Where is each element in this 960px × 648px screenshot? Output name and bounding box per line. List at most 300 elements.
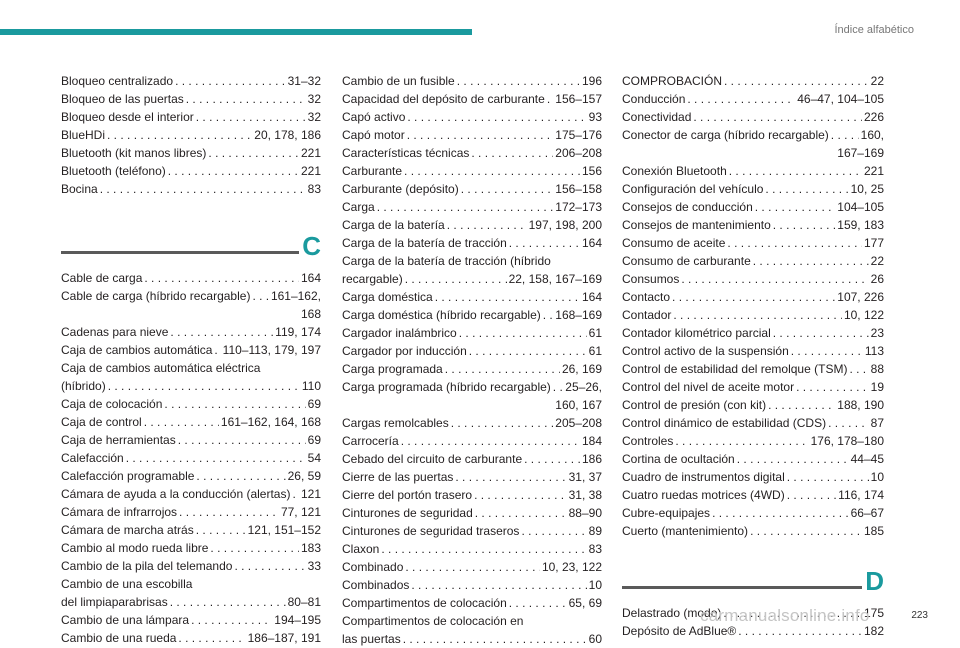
dot-leader [712, 504, 849, 522]
index-entry [342, 162, 602, 180]
entry-page-refs: 156–157 [555, 92, 602, 106]
entry-term: Cambio de la pila del telemando [61, 559, 233, 573]
entry-term: Cable de carga (híbrido recargable) [61, 289, 251, 303]
section-header-c [61, 229, 321, 269]
dot-leader [178, 629, 245, 647]
index-entry [342, 486, 602, 504]
entry-page-refs: 26, 169 [561, 362, 602, 376]
entry-term: Contador kilométrico parcial [622, 326, 771, 340]
index-entry [622, 486, 884, 504]
entry-page-refs: 113 [864, 344, 884, 358]
index-entry [622, 180, 884, 198]
section-letter: C [302, 231, 321, 261]
index-entry [622, 522, 884, 540]
dot-leader [435, 288, 580, 306]
index-entry [342, 126, 602, 144]
index-entry [622, 450, 884, 468]
index-entry [342, 144, 602, 162]
dot-leader [521, 522, 586, 540]
entry-term: Combinados [342, 578, 410, 592]
index-entry [342, 450, 602, 468]
dot-leader [178, 431, 306, 449]
entry-page-refs: 87 [870, 416, 884, 430]
entry-page-refs: 32 [307, 110, 321, 124]
entry-term: Cambio de una rueda [61, 631, 177, 645]
entry-page-refs: 26, 59 [287, 469, 321, 483]
entry-page-refs: 119, 174 [275, 325, 321, 339]
index-entry [61, 72, 321, 90]
dot-leader [451, 414, 554, 432]
index-entry [622, 288, 884, 306]
entry-page-refs: 19 [870, 380, 884, 394]
dot-leader [210, 539, 299, 557]
entry-page-refs: 186–187, 191 [247, 631, 321, 645]
entry-term-line: Carga de la batería de tracción (híbrido [342, 254, 551, 268]
entry-term: Consejos de conducción [622, 200, 753, 214]
entry-page-refs-cont: 160, 167 [555, 398, 602, 412]
entry-term: Calefacción [61, 451, 124, 465]
dot-leader [553, 378, 564, 396]
dot-leader [292, 485, 299, 503]
entry-term: las puertas [342, 632, 401, 646]
index-entry [622, 504, 884, 522]
dot-leader [234, 557, 305, 575]
entry-page-refs: 66–67 [850, 506, 884, 520]
dot-leader [524, 450, 580, 468]
dot-leader [724, 72, 869, 90]
dot-leader [457, 72, 580, 90]
dot-leader [170, 323, 273, 341]
entry-page-refs: 206–208 [555, 146, 602, 160]
index-entry [622, 270, 884, 288]
dot-leader [445, 360, 560, 378]
entry-term: Controles [622, 434, 674, 448]
entry-page-refs: 161–162, [270, 289, 321, 303]
index-entry [342, 216, 602, 234]
entry-page-refs: 10, 122 [843, 308, 884, 322]
entry-term: recargable) [342, 272, 403, 286]
entry-term: Carga doméstica [342, 290, 433, 304]
dot-leader [179, 503, 279, 521]
entry-term: Cargador inalámbrico [342, 326, 457, 340]
dot-leader [687, 90, 795, 108]
dot-leader [471, 144, 553, 162]
entry-page-refs: 77, 121 [280, 505, 321, 519]
dot-leader [401, 432, 580, 450]
entry-page-refs: 20, 178, 186 [254, 128, 321, 142]
entry-term: Cierre de las puertas [342, 470, 454, 484]
dot-leader [377, 198, 554, 216]
entry-term-line: Cambio de una escobilla [61, 577, 193, 591]
entry-page-refs: 31, 37 [568, 470, 602, 484]
index-entry [622, 360, 884, 378]
entry-page-refs: 60 [588, 632, 602, 646]
entry-term: Consejos de mantenimiento [622, 218, 771, 232]
index-entry [61, 323, 321, 341]
entry-term: Consumo de aceite [622, 236, 726, 250]
entry-page-refs: 176, 178–180 [810, 434, 884, 448]
entry-page-refs: 61 [588, 344, 602, 358]
dot-leader [787, 468, 869, 486]
entry-page-refs: 196 [581, 74, 602, 88]
index-entry [342, 414, 602, 432]
index-entry [61, 287, 321, 323]
dot-leader [753, 252, 869, 270]
entry-term: Carga doméstica (híbrido recargable) [342, 308, 541, 322]
entry-page-refs: 104–105 [837, 200, 884, 214]
index-entry [61, 144, 321, 162]
entry-page-refs: 183 [300, 541, 321, 555]
dot-leader [509, 234, 580, 252]
entry-page-refs: 89 [588, 524, 602, 538]
entry-term: Carburante [342, 164, 403, 178]
index-entry [342, 360, 602, 378]
entry-page-refs: 194–195 [274, 613, 321, 627]
dot-leader [474, 486, 567, 504]
entry-term: Capó motor [342, 128, 405, 142]
header-accent-bar [0, 29, 472, 35]
entry-term: Bluetooth (kit manos libres) [61, 146, 207, 160]
entry-term: Cámara de infrarrojos [61, 505, 178, 519]
entry-term: Carrocería [342, 434, 399, 448]
index-entry [61, 575, 321, 611]
entry-list-c [61, 269, 321, 647]
index-entry [342, 324, 602, 342]
entry-term: Cambio de una lámpara [61, 613, 190, 627]
entry-term: Contacto [622, 290, 671, 304]
index-entry [61, 539, 321, 557]
dot-leader [170, 593, 286, 611]
entry-page-refs: 65, 69 [568, 596, 602, 610]
dot-leader [126, 449, 306, 467]
entry-term: Calefacción programable [61, 469, 195, 483]
entry-page-refs: 221 [863, 164, 884, 178]
entry-page-refs: 10 [870, 470, 884, 484]
dot-leader [750, 522, 862, 540]
dot-leader [196, 108, 306, 126]
index-entry [622, 234, 884, 252]
dot-leader [403, 630, 587, 648]
entry-term: (híbrido) [61, 379, 106, 393]
entry-page-refs: 31–32 [287, 74, 321, 88]
dot-leader [186, 90, 306, 108]
dot-leader [144, 269, 299, 287]
index-entry [622, 306, 884, 324]
entry-term: Bluetooth (teléfono) [61, 164, 166, 178]
dot-leader [828, 414, 869, 432]
entry-page-refs: 22 [870, 254, 884, 268]
entry-page-refs: 121 [300, 487, 321, 501]
entry-term: Cierre del portón trasero [342, 488, 473, 502]
entry-term: Cuerto (mantenimiento) [622, 524, 749, 538]
index-entry [622, 396, 884, 414]
index-entry [622, 342, 884, 360]
index-entry [61, 359, 321, 395]
dot-leader [765, 180, 848, 198]
index-entry [622, 324, 884, 342]
dot-leader [164, 395, 305, 413]
index-entry [622, 162, 884, 180]
entry-page-refs: 26 [870, 272, 884, 286]
entry-term: Conducción [622, 92, 686, 106]
entry-page-refs: 88 [870, 362, 884, 376]
entry-term: Carga de la batería de tracción [342, 236, 507, 250]
entry-term: Capó activo [342, 110, 406, 124]
entry-term-line: Caja de cambios automática eléctrica [61, 361, 261, 375]
entry-term: Cargador por inducción [342, 344, 467, 358]
dot-leader [791, 342, 863, 360]
index-entry [622, 414, 884, 432]
entry-page-refs: 44–45 [850, 452, 884, 466]
entry-term: Cortina de ocultación [622, 452, 735, 466]
entry-term: Cambio de un fusible [342, 74, 455, 88]
entry-page-refs: 110 [301, 379, 321, 393]
dot-leader [208, 144, 299, 162]
entry-term: Claxon [342, 542, 380, 556]
entry-page-refs: 175 [863, 606, 884, 620]
dot-leader [196, 521, 246, 539]
entry-term: Cámara de ayuda a la conducción (alertas) [61, 487, 291, 501]
dot-leader [755, 198, 836, 216]
entry-term: Cinturones de seguridad traseros [342, 524, 520, 538]
entry-page-refs: 69 [307, 397, 321, 411]
entry-page-refs: 107, 226 [837, 290, 884, 304]
index-entry [622, 198, 884, 216]
index-entry [622, 432, 884, 450]
entry-page-refs: 164 [300, 271, 321, 285]
entry-page-refs: 32 [307, 92, 321, 106]
entry-term: Caja de control [61, 415, 142, 429]
index-entry [61, 485, 321, 503]
dot-leader [727, 234, 862, 252]
dot-leader [381, 540, 586, 558]
dot-leader [543, 306, 554, 324]
entry-term-line: Compartimentos de colocación en [342, 614, 524, 628]
entry-page-refs: 69 [307, 433, 321, 447]
entry-term: Carga de la batería [342, 218, 445, 232]
entry-term: Bloqueo de las puertas [61, 92, 184, 106]
entry-term: Cuatro ruedas motrices (4WD) [622, 488, 785, 502]
entry-page-refs: 226 [863, 110, 884, 124]
dot-leader [447, 216, 527, 234]
dot-leader [849, 360, 868, 378]
entry-page-refs: 121, 151–152 [247, 523, 321, 537]
dot-leader [405, 558, 540, 576]
entry-term: Carburante (depósito) [342, 182, 459, 196]
entry-page-refs: 31, 38 [568, 488, 602, 502]
entry-page-refs: 188, 190 [837, 398, 884, 412]
entry-page-refs: 205–208 [555, 416, 602, 430]
entry-term: Cadenas para nieve [61, 325, 169, 339]
index-entry [342, 72, 602, 90]
entry-page-refs: 25–26, [565, 380, 602, 394]
entry-term: BlueHDi [61, 128, 106, 142]
entry-term: Conector de carga (híbrido recargable) [622, 128, 829, 142]
entry-term: Capacidad del depósito de carburante [342, 92, 545, 106]
entry-page-refs: 161–162, 164, 168 [220, 415, 321, 429]
dot-leader [681, 270, 868, 288]
dot-leader [675, 432, 808, 450]
dot-leader [168, 162, 299, 180]
entry-term: Delastrado (modo) [622, 606, 722, 620]
watermark: carmanualsonline.info [700, 606, 870, 625]
index-entry [61, 395, 321, 413]
index-entry [61, 611, 321, 629]
index-column-3 [622, 72, 884, 640]
entry-page-refs: 10 [588, 578, 602, 592]
entry-term: del limpiaparabrisas [61, 595, 168, 609]
entry-term: Control dinámico de estabilidad (CDS) [622, 416, 827, 430]
entry-page-refs: 175–176 [555, 128, 602, 142]
entry-term: Depósito de AdBlue® [622, 624, 737, 638]
dot-leader [831, 126, 859, 144]
index-column-2 [342, 72, 602, 648]
entry-term: Cuadro de instrumentos digital [622, 470, 785, 484]
entry-page-refs: 221 [300, 146, 321, 160]
index-entry [622, 126, 884, 162]
entry-page-refs: 185 [863, 524, 884, 538]
entry-term: Conexión Bluetooth [622, 164, 727, 178]
entry-page-refs: 197, 198, 200 [528, 218, 602, 232]
entry-page-refs: 83 [307, 182, 321, 196]
dot-leader [461, 180, 554, 198]
dot-leader [404, 162, 580, 180]
index-entry [61, 413, 321, 431]
entry-term: Carga programada [342, 362, 443, 376]
entry-term: Control de presión (con kit) [622, 398, 767, 412]
entry-term: Cinturones de seguridad [342, 506, 473, 520]
entry-page-refs: 22 [870, 74, 884, 88]
dot-leader [100, 180, 306, 198]
entry-page-refs: 172–173 [555, 200, 602, 214]
index-entry [61, 269, 321, 287]
entry-term: Características técnicas [342, 146, 470, 160]
dot-leader [475, 504, 567, 522]
page-header-title: Índice alfabético [834, 24, 914, 36]
dot-leader [252, 287, 268, 305]
entry-term: COMPROBACIÓN [622, 74, 723, 88]
index-entry [622, 108, 884, 126]
index-entry [61, 162, 321, 180]
entry-term: Compartimentos de colocación [342, 596, 507, 610]
index-entry [61, 449, 321, 467]
index-entry [622, 90, 884, 108]
index-entry [61, 431, 321, 449]
entry-term: Configuración del vehículo [622, 182, 764, 196]
entry-page-refs: 159, 183 [837, 218, 884, 232]
index-entry [342, 468, 602, 486]
entry-term: Bloqueo centralizado [61, 74, 174, 88]
entry-page-refs: 10, 25 [850, 182, 884, 196]
dot-leader [787, 486, 836, 504]
entry-term: Carga [342, 200, 375, 214]
entry-term: Cebado del circuito de carburante [342, 452, 523, 466]
dot-leader [144, 413, 219, 431]
dot-leader [407, 108, 586, 126]
entry-page-refs: 23 [870, 326, 884, 340]
entry-page-refs: 61 [588, 326, 602, 340]
entry-term: Control activo de la suspensión [622, 344, 789, 358]
dot-leader [693, 108, 862, 126]
index-entry [342, 288, 602, 306]
section-rule [622, 586, 862, 589]
entry-page-refs: 46–47, 104–105 [797, 92, 884, 106]
entry-term: Bocina [61, 182, 98, 196]
index-entry [61, 467, 321, 485]
index-entry [342, 252, 602, 288]
entry-list-c-end [622, 72, 884, 540]
dot-leader [469, 342, 587, 360]
dot-leader [737, 450, 849, 468]
index-column-1 [61, 72, 321, 647]
entry-page-refs: 168–169 [555, 308, 602, 322]
dot-leader [673, 306, 842, 324]
dot-leader [407, 126, 554, 144]
dot-leader [175, 72, 286, 90]
entry-term: Cable de carga [61, 271, 143, 285]
index-entry [342, 90, 602, 108]
index-entry [342, 558, 602, 576]
index-entry [342, 504, 602, 522]
dot-leader [796, 378, 869, 396]
index-entry [342, 306, 602, 324]
index-entry [61, 108, 321, 126]
entry-term: Consumos [622, 272, 680, 286]
entry-page-refs: 83 [588, 542, 602, 556]
index-entry [622, 72, 884, 90]
entry-page-refs: 54 [307, 451, 321, 465]
dot-leader [768, 396, 835, 414]
index-entry [61, 557, 321, 575]
entry-page-refs: 10, 23, 122 [541, 560, 602, 574]
dot-leader [672, 288, 835, 306]
section-rule [61, 251, 299, 254]
index-entry [622, 252, 884, 270]
entry-term: Cambio al modo rueda libre [61, 541, 209, 555]
entry-term: Cargas remolcables [342, 416, 449, 430]
entry-term: Control del nivel de aceite motor [622, 380, 795, 394]
dot-leader [459, 324, 587, 342]
section-letter: D [865, 566, 884, 596]
entry-term: Control de estabilidad del remolque (TSM) [622, 362, 848, 376]
entry-page-refs: 160, [860, 128, 884, 142]
dot-leader [547, 90, 553, 108]
index-entry [61, 126, 321, 144]
dot-leader [196, 467, 285, 485]
index-entry [342, 180, 602, 198]
index-entry [342, 594, 602, 612]
entry-term: Carga programada (híbrido recargable) [342, 380, 551, 394]
index-entry [61, 341, 321, 359]
entry-list-c-cont [342, 72, 602, 648]
entry-page-refs: 184 [581, 434, 602, 448]
dot-leader [411, 576, 586, 594]
index-entry [342, 342, 602, 360]
dot-leader [509, 594, 567, 612]
dot-leader [455, 468, 566, 486]
dot-leader [191, 611, 272, 629]
entry-page-refs: 93 [588, 110, 602, 124]
entry-list-b-tail [61, 72, 321, 198]
entry-page-refs: 164 [581, 290, 602, 304]
dot-leader [773, 216, 836, 234]
index-entry [342, 522, 602, 540]
index-entry [622, 468, 884, 486]
index-entry [342, 108, 602, 126]
entry-page-refs: 110–113, 179, 197 [222, 343, 321, 357]
entry-page-refs: 33 [307, 559, 321, 573]
index-entry [342, 234, 602, 252]
